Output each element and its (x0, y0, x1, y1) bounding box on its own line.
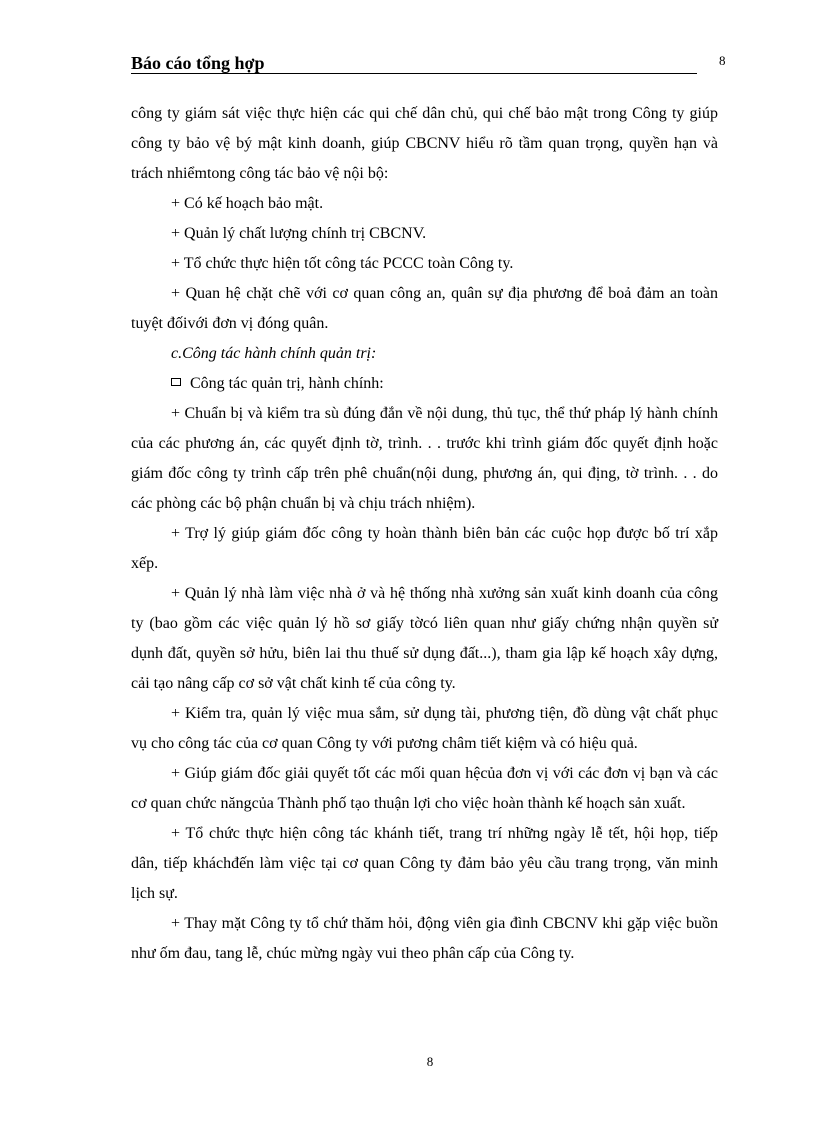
list-item: + Tổ chức thực hiện tốt công tác PCCC toàn Công ty. (171, 255, 514, 272)
list-item: + Kiểm tra, quản lý việc mua sắm, sử dụng tài, phương tiện, đồ dùng vật chất phục vụ cho công tác của cơ quan Công ty với pương châm tiết kiệm và có hiệu quả. (131, 705, 718, 752)
header-page-number: 8 (719, 53, 726, 68)
section-heading: c.Công tác hành chính quản trị: (171, 345, 377, 362)
list-item: + Thay mặt Công ty tổ chứ thăm hỏi, động viên gia đình CBCNV khi gặp việc buồn như ốm đau, tang lễ, chúc mừng ngày vui theo phân cấp của Công ty. (131, 915, 718, 962)
list-item: + Quản lý nhà làm việc nhà ở và hệ thống nhà xưởng sản xuất kinh doanh của công ty (bao gồm các việc quản lý hồ sơ giấy tờcó liên quan như giấy chứng nhận quyền sử dụnh đất, quyền sở hửu, biên lai thu thuế sử dụng đất...), tham gia lập kế hoạch xây dựng, cải tạo nâng cấp cơ sở vật chất kinh tế của công ty. (131, 585, 718, 692)
list-item: + Quản lý chất lượng chính trị CBCNV. (171, 225, 427, 242)
paragraph: công ty giám sát việc thực hiện các qui chế dân chủ, qui chế bảo mật trong Công ty giúp công ty bảo vệ bý mật kinh doanh, giúp CBCNV hiểu rõ tầm quan trọng, quyền hạn và trách nhiểmtong công tác bảo vệ nội bộ: (131, 105, 718, 182)
list-item: + Trợ lý giúp giám đốc công ty hoàn thành biên bản các cuộc họp được bố trí xắp xếp. (131, 525, 718, 572)
list-item: + Chuẩn bị và kiểm tra sù đúng đắn về nội dung, thủ tục, thể thứ pháp lý hành chính của các phương án, các quyết định tờ, trình. . . trước khi trình giám đốc quyết định hoặc giám đốc công ty trình cấp trên phê chuẩn(nội dung, phương án, qui địng, tờ trình. . . do các phòng các bộ phận chuẩn bị và chịu trách nhiệm). (131, 405, 718, 512)
checkbox-item (131, 369, 718, 399)
footer-page-number: 8 (426, 1054, 434, 1069)
list-item: + Có kế hoạch bảo mật. (171, 195, 324, 212)
list-item: + Giúp giám đốc giải quyết tốt các mối quan hệcủa đơn vị với các đơn vị bạn và các cơ quan chức năngcủa Thành phố tạo thuận lợi cho việc hoàn thành kế hoạch sản xuất. (131, 765, 718, 812)
list-item: + Quan hệ chặt chẽ với cơ quan công an, quân sự địa phương để boả đảm an toàn tuyệt đốivới đơn vị đóng quân. (131, 285, 718, 332)
list-item: + Tổ chức thực hiện công tác khánh tiết, trang trí những ngày lễ tết, hội họp, tiếp dân, tiếp kháchđến làm việc tại cơ quan Công ty đảm bảo yêu cầu trang trọng, văn minh lịch sự. (131, 825, 718, 902)
checkbox-item-label: Công tác quản trị, hành chính: (190, 375, 384, 392)
square-bullet-icon (171, 378, 181, 386)
document-body (131, 99, 718, 969)
header-title: Báo cáo tổng hợp (131, 53, 265, 73)
header-rule (131, 73, 697, 74)
